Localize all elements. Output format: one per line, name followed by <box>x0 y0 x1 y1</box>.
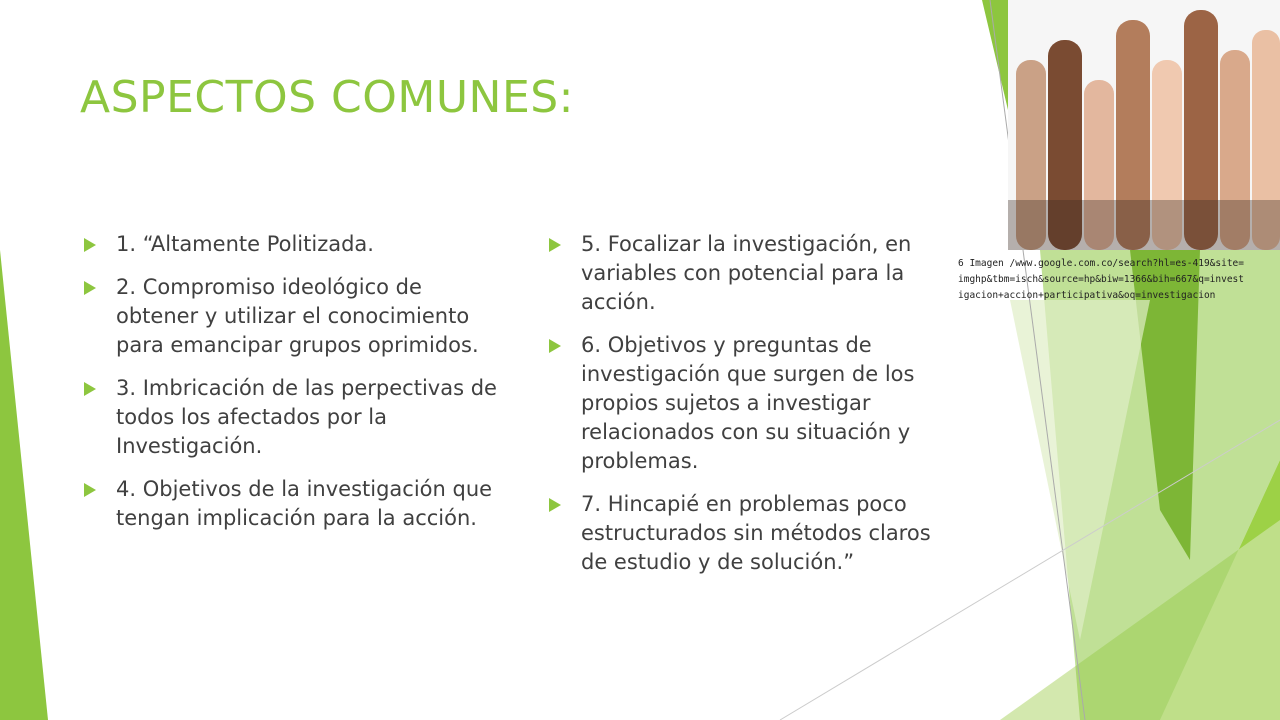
green-triangle-bullet-icon <box>84 238 96 252</box>
list-item <box>80 374 500 461</box>
list-item-text: 5. Focalizar la investigación, en variables con potencial para la acción. <box>581 232 912 314</box>
list-item <box>80 475 500 533</box>
green-triangle-bullet-icon <box>84 281 96 295</box>
list-item-text: 6. Objetivos y preguntas de investigación que surgen de los propios sujetos a investigar relacionados con su situación y problemas. <box>581 333 915 473</box>
list-item-text: 7. Hincapié en problemas poco estructurados sin métodos claros de estudio y de solución.” <box>581 492 931 574</box>
list-item-text: 2. Compromiso ideológico de obtener y utilizar el conocimiento para emancipar grupos oprimidos. <box>116 275 479 357</box>
list-item <box>545 331 945 476</box>
left-bullet-list <box>80 230 500 547</box>
list-item-text: 1. “Altamente Politizada. <box>116 232 374 256</box>
list-item-text: 4. Objetivos de la investigación que tengan implicación para la acción. <box>116 477 493 530</box>
list-item-text: 3. Imbricación de las perpectivas de todos los afectados por la Investigación. <box>116 376 497 458</box>
list-item <box>80 273 500 360</box>
right-bullet-list <box>545 230 945 591</box>
list-item <box>545 230 945 317</box>
green-triangle-bullet-icon <box>549 498 561 512</box>
green-triangle-bullet-icon <box>549 339 561 353</box>
green-triangle-bullet-icon <box>84 382 96 396</box>
raised-hands-photo <box>1008 0 1280 250</box>
top-right-green-sliver <box>982 0 1008 110</box>
image-caption: 6 Imagen /www.google.com.co/search?hl=es-419&site=imghp&tbm=isch&source=hp&biw=1366&bih=667&q=investigacion+accion+participativa&oq=investigacion <box>958 258 1244 301</box>
slide-title: ASPECTOS COMUNES: <box>80 72 575 123</box>
list-item <box>80 230 500 259</box>
green-triangle-bullet-icon <box>84 483 96 497</box>
left-green-stripe <box>0 250 48 720</box>
list-item <box>545 490 945 577</box>
green-triangle-bullet-icon <box>549 238 561 252</box>
